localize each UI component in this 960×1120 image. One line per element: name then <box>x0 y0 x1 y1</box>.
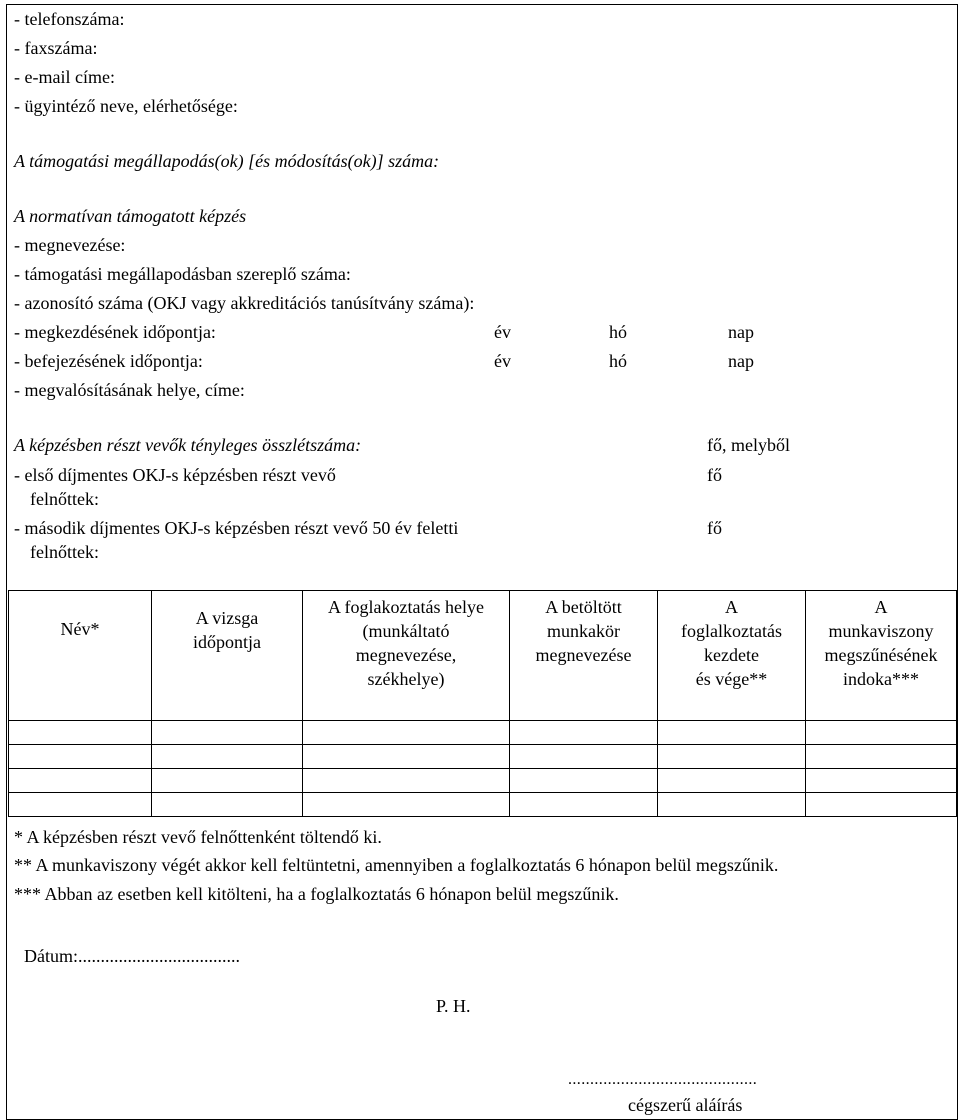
participants-second-line1: - második díjmentes OKJ-s képzésben részt vevő 50 év feletti <box>14 518 459 538</box>
training-end-month: hó <box>609 351 627 371</box>
training-start-day: nap <box>728 322 754 342</box>
table-cell-termination-reason[interactable] <box>806 769 957 793</box>
table-cell-employment-period[interactable] <box>658 793 806 817</box>
table-row <box>9 721 957 745</box>
table-cell-job-title[interactable] <box>510 793 658 817</box>
column-header-exam-date <box>152 591 303 721</box>
participants-total-label: A képzésben részt vevők tényleges összlétszáma: <box>14 435 362 455</box>
training-start-month: hó <box>609 322 627 342</box>
table-cell-employment-place[interactable] <box>303 793 510 817</box>
column-header-employment-period <box>658 591 806 721</box>
training-start-label: - megkezdésének időpontja: <box>14 322 216 342</box>
column-header-line: kezdete <box>704 645 759 665</box>
column-header-line: megnevezése, <box>355 645 457 665</box>
footnote-3: *** Abban az esetben kell kitölteni, ha a foglalkoztatás 6 hónapon belül megszűnik. <box>14 884 619 904</box>
training-name-label: - megnevezése: <box>14 235 126 255</box>
column-header-line: székhelye) <box>367 669 445 689</box>
table-row <box>9 745 957 769</box>
table-cell-exam-date[interactable] <box>152 793 303 817</box>
training-location-label: - megvalósításának helye, címe: <box>14 380 245 400</box>
column-header-line: (munkáltató <box>362 621 450 641</box>
column-header-line: megszűnésének <box>824 645 938 665</box>
participants-second-unit: fő <box>707 518 722 538</box>
table-cell-job-title[interactable] <box>510 769 658 793</box>
column-header-termination-reason <box>806 591 957 721</box>
column-header-line: indoka*** <box>843 669 919 689</box>
phone-label: - telefonszáma: <box>14 9 125 29</box>
table-cell-employment-period[interactable] <box>658 745 806 769</box>
table-cell-employment-place[interactable] <box>303 745 510 769</box>
column-header-line: munkaviszony <box>828 621 934 641</box>
table-cell-name[interactable] <box>9 721 152 745</box>
training-end-day: nap <box>728 351 754 371</box>
column-header-line: A <box>874 597 888 617</box>
footnote-2: ** A munkaviszony végét akkor kell feltüntetni, amennyiben a foglalkoztatás 6 hónapon belül megszűnik. <box>14 855 779 875</box>
table-cell-employment-place[interactable] <box>303 769 510 793</box>
table-cell-exam-date[interactable] <box>152 721 303 745</box>
training-heading: A normatívan támogatott képzés <box>14 206 247 226</box>
participants-first-line2: felnőttek: <box>30 489 99 509</box>
column-header-line: megnevezése <box>535 645 632 665</box>
agreement-number-label: A támogatási megállapodás(ok) [és módosítás(ok)] száma: <box>14 151 440 171</box>
column-header-line: munkakör <box>547 621 620 641</box>
employment-table <box>8 590 957 817</box>
table-row <box>9 793 957 817</box>
training-end-label: - befejezésének időpontja: <box>14 351 203 371</box>
participants-second-line2: felnőttek: <box>30 542 99 562</box>
column-header-line: Név* <box>60 619 100 639</box>
column-header-line: és vége** <box>695 669 768 689</box>
column-header-job-title <box>510 591 658 721</box>
column-header-name <box>9 591 152 721</box>
column-header-line: időpontja <box>193 632 261 652</box>
column-header-line: A vizsga <box>195 608 259 628</box>
table-cell-termination-reason[interactable] <box>806 793 957 817</box>
stamp-label: P. H. <box>436 996 471 1016</box>
signature-line: ........................................... <box>568 1071 758 1088</box>
participants-first-line1: - első díjmentes OKJ-s képzésben részt vevő <box>14 465 336 485</box>
table-cell-name[interactable] <box>9 745 152 769</box>
table-header-row <box>9 591 957 721</box>
training-agreement-no-label: - támogatási megállapodásban szereplő száma: <box>14 264 351 284</box>
table-cell-employment-place[interactable] <box>303 721 510 745</box>
column-header-line: A betöltött <box>545 597 622 617</box>
training-id-label: - azonosító száma (OKJ vagy akkreditációs tanúsítvány száma): <box>14 293 475 313</box>
participants-total-unit: fő, melyből <box>707 435 790 455</box>
training-end-year: év <box>494 351 511 371</box>
column-header-line: A <box>725 597 738 617</box>
table-cell-job-title[interactable] <box>510 721 658 745</box>
column-header-employment-place <box>303 591 510 721</box>
table-cell-job-title[interactable] <box>510 745 658 769</box>
table-cell-termination-reason[interactable] <box>806 745 957 769</box>
table-cell-exam-date[interactable] <box>152 769 303 793</box>
email-label: - e-mail címe: <box>14 67 115 87</box>
table-body <box>9 721 957 817</box>
signature-label: cégszerű aláírás <box>628 1095 743 1115</box>
column-header-line: foglalkoztatás <box>681 621 782 641</box>
table-cell-termination-reason[interactable] <box>806 721 957 745</box>
table-cell-name[interactable] <box>9 769 152 793</box>
date-field: Dátum:.................................... <box>24 946 240 966</box>
column-header-line: A foglakoztatás helye <box>328 597 484 617</box>
table-cell-employment-period[interactable] <box>658 721 806 745</box>
table-row <box>9 769 957 793</box>
table-cell-name[interactable] <box>9 793 152 817</box>
footnote-1: * A képzésben részt vevő felnőttenként töltendő ki. <box>14 827 382 847</box>
table-cell-employment-period[interactable] <box>658 769 806 793</box>
admin-label: - ügyintéző neve, elérhetősége: <box>14 96 238 116</box>
table-cell-exam-date[interactable] <box>152 745 303 769</box>
fax-label: - faxszáma: <box>14 38 98 58</box>
participants-first-unit: fő <box>707 465 722 485</box>
training-start-year: év <box>494 322 511 342</box>
